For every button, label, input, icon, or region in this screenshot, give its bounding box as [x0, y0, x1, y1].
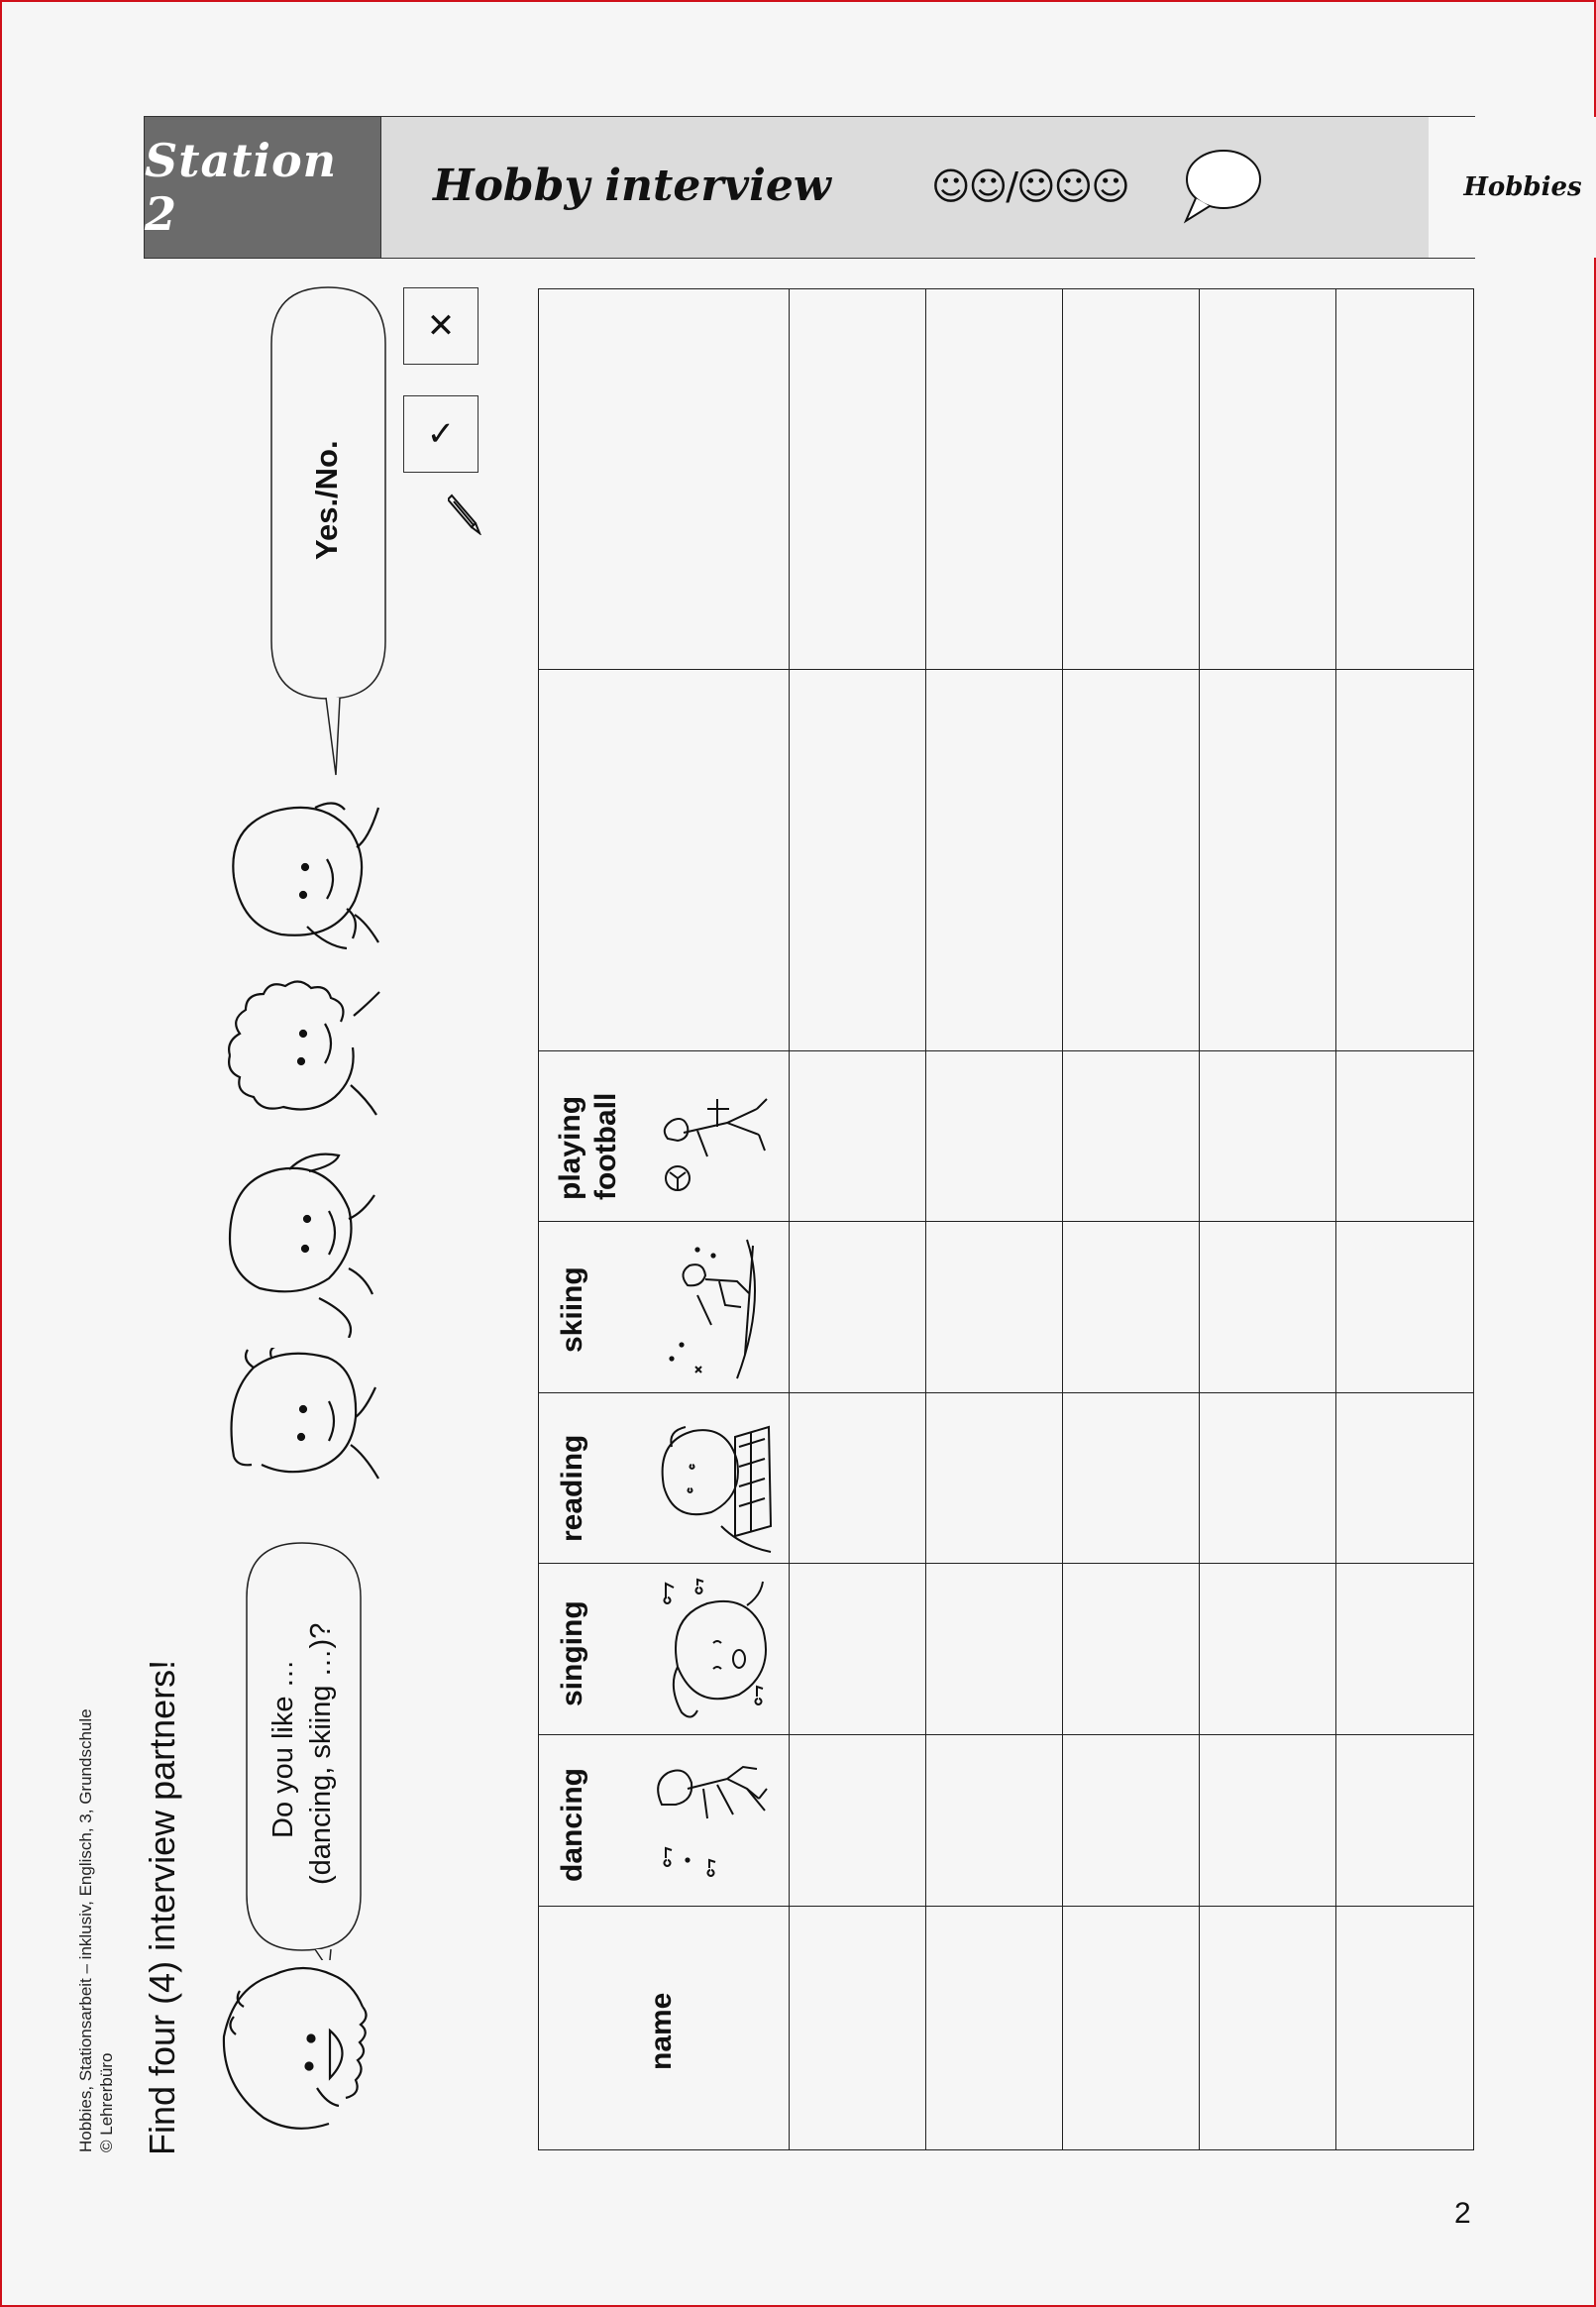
- table-cell[interactable]: [1336, 1393, 1474, 1564]
- instruction: Find four (4) interview partners!: [142, 1659, 182, 2155]
- singing-child-icon: [658, 1578, 777, 1726]
- table-cell[interactable]: [1200, 289, 1336, 670]
- copyright: © Lehrerbüro: [97, 2052, 116, 2152]
- table-cell[interactable]: [926, 289, 1063, 670]
- name-header-label: name: [645, 1992, 678, 2070]
- child-face-1-icon: [222, 1348, 390, 1482]
- page-number: 2: [1454, 2197, 1471, 2230]
- name-entry-cell[interactable]: [1063, 1907, 1200, 2150]
- table-cell[interactable]: [790, 1564, 926, 1735]
- extra-header-cell: [539, 289, 790, 670]
- table-cell[interactable]: [926, 670, 1063, 1051]
- question-line-1: Do you like …: [267, 1659, 299, 1838]
- hobby-label-dancing: dancing: [556, 1767, 588, 1882]
- table-cell[interactable]: [790, 670, 926, 1051]
- table-cell[interactable]: [1336, 1564, 1474, 1735]
- table-cell[interactable]: [926, 1051, 1063, 1222]
- table-cell[interactable]: [1200, 1735, 1336, 1907]
- table-cell[interactable]: [790, 1735, 926, 1907]
- table-cell[interactable]: [790, 289, 926, 670]
- table-cell[interactable]: [1063, 1051, 1200, 1222]
- table-cell[interactable]: [1336, 670, 1474, 1051]
- station-label: Station 2: [145, 117, 380, 258]
- table-cell[interactable]: [926, 1564, 1063, 1735]
- table-row: [539, 1051, 1474, 1222]
- pencil-icon: [448, 492, 481, 535]
- table-cell[interactable]: [790, 1222, 926, 1393]
- name-header-cell: [539, 1907, 790, 2150]
- hobby-header-skiing: [539, 1222, 790, 1393]
- source-credit: Hobbies, Stationsarbeit – inklusiv, Englisch, 3, Grundschule: [76, 1708, 95, 2152]
- topic-label: Hobbies: [1429, 117, 1596, 258]
- no-checkbox: [403, 287, 479, 365]
- table-cell[interactable]: [1200, 1564, 1336, 1735]
- reading-child-icon: [652, 1407, 777, 1556]
- table-row: [539, 1222, 1474, 1393]
- table-row: [539, 670, 1474, 1051]
- table-cell[interactable]: [926, 1393, 1063, 1564]
- table-cell[interactable]: [1336, 1222, 1474, 1393]
- hobby-header-dancing: [539, 1735, 790, 1907]
- station-header: [144, 116, 1582, 259]
- hobby-label-reading: reading: [556, 1434, 588, 1542]
- table-cell[interactable]: [1063, 289, 1200, 670]
- checkmark-icon: ✓: [426, 415, 456, 453]
- child-face-4-icon: [220, 798, 393, 961]
- football-child-icon: [648, 1079, 777, 1208]
- table-cell[interactable]: [1200, 1051, 1336, 1222]
- answer-text: Yes./No.: [309, 440, 344, 560]
- name-entry-cell[interactable]: [1200, 1907, 1336, 2150]
- table-cell[interactable]: [1200, 670, 1336, 1051]
- interview-table: [538, 288, 1474, 2150]
- hobby-label-singing: singing: [556, 1600, 588, 1706]
- table-cell[interactable]: [1200, 1222, 1336, 1393]
- speech-bubble-icon: [1180, 147, 1263, 226]
- speaking-child-face-icon: [214, 1957, 377, 2155]
- name-entry-cell[interactable]: [790, 1907, 926, 2150]
- child-face-3-icon: [220, 976, 393, 1135]
- skiing-child-icon: [658, 1236, 777, 1384]
- table-cell[interactable]: [1200, 1393, 1336, 1564]
- table-cell[interactable]: [1063, 1222, 1200, 1393]
- table-cell[interactable]: [1063, 1564, 1200, 1735]
- title-band: [380, 117, 1431, 258]
- hobby-label-football: football: [589, 1092, 622, 1200]
- dancing-child-icon: [648, 1749, 777, 1898]
- hobby-label-playing: playing: [554, 1095, 586, 1200]
- hobby-label-skiing: skiing: [556, 1266, 588, 1353]
- table-cell[interactable]: [1063, 1735, 1200, 1907]
- table-row: [539, 1735, 1474, 1907]
- table-cell[interactable]: [1063, 1393, 1200, 1564]
- table-cell[interactable]: [1336, 289, 1474, 670]
- table-cell[interactable]: [926, 1735, 1063, 1907]
- cross-icon: ✕: [426, 307, 456, 345]
- name-entry-cell[interactable]: [926, 1907, 1063, 2150]
- table-cell[interactable]: [1336, 1735, 1474, 1907]
- child-face-2-icon: [220, 1150, 388, 1338]
- table-cell[interactable]: [1063, 670, 1200, 1051]
- table-cell[interactable]: [790, 1051, 926, 1222]
- yes-checkbox: [403, 395, 479, 473]
- worksheet-title: Hobby interview: [433, 161, 831, 211]
- hobby-header-reading: [539, 1393, 790, 1564]
- table-row: [539, 1564, 1474, 1735]
- table-row: [539, 1907, 1474, 2150]
- table-row: [539, 1393, 1474, 1564]
- table-cell[interactable]: [926, 1222, 1063, 1393]
- extra-header-cell: [539, 670, 790, 1051]
- difficulty-smiley-icons: ☺☺/☺☺☺: [931, 165, 1128, 208]
- question-line-2: (dancing, skiing …)?: [305, 1622, 337, 1885]
- hobby-header-singing: [539, 1564, 790, 1735]
- table-row: [539, 289, 1474, 670]
- name-entry-cell[interactable]: [1336, 1907, 1474, 2150]
- table-cell[interactable]: [790, 1393, 926, 1564]
- table-cell[interactable]: [1336, 1051, 1474, 1222]
- hobby-header-football: [539, 1051, 790, 1222]
